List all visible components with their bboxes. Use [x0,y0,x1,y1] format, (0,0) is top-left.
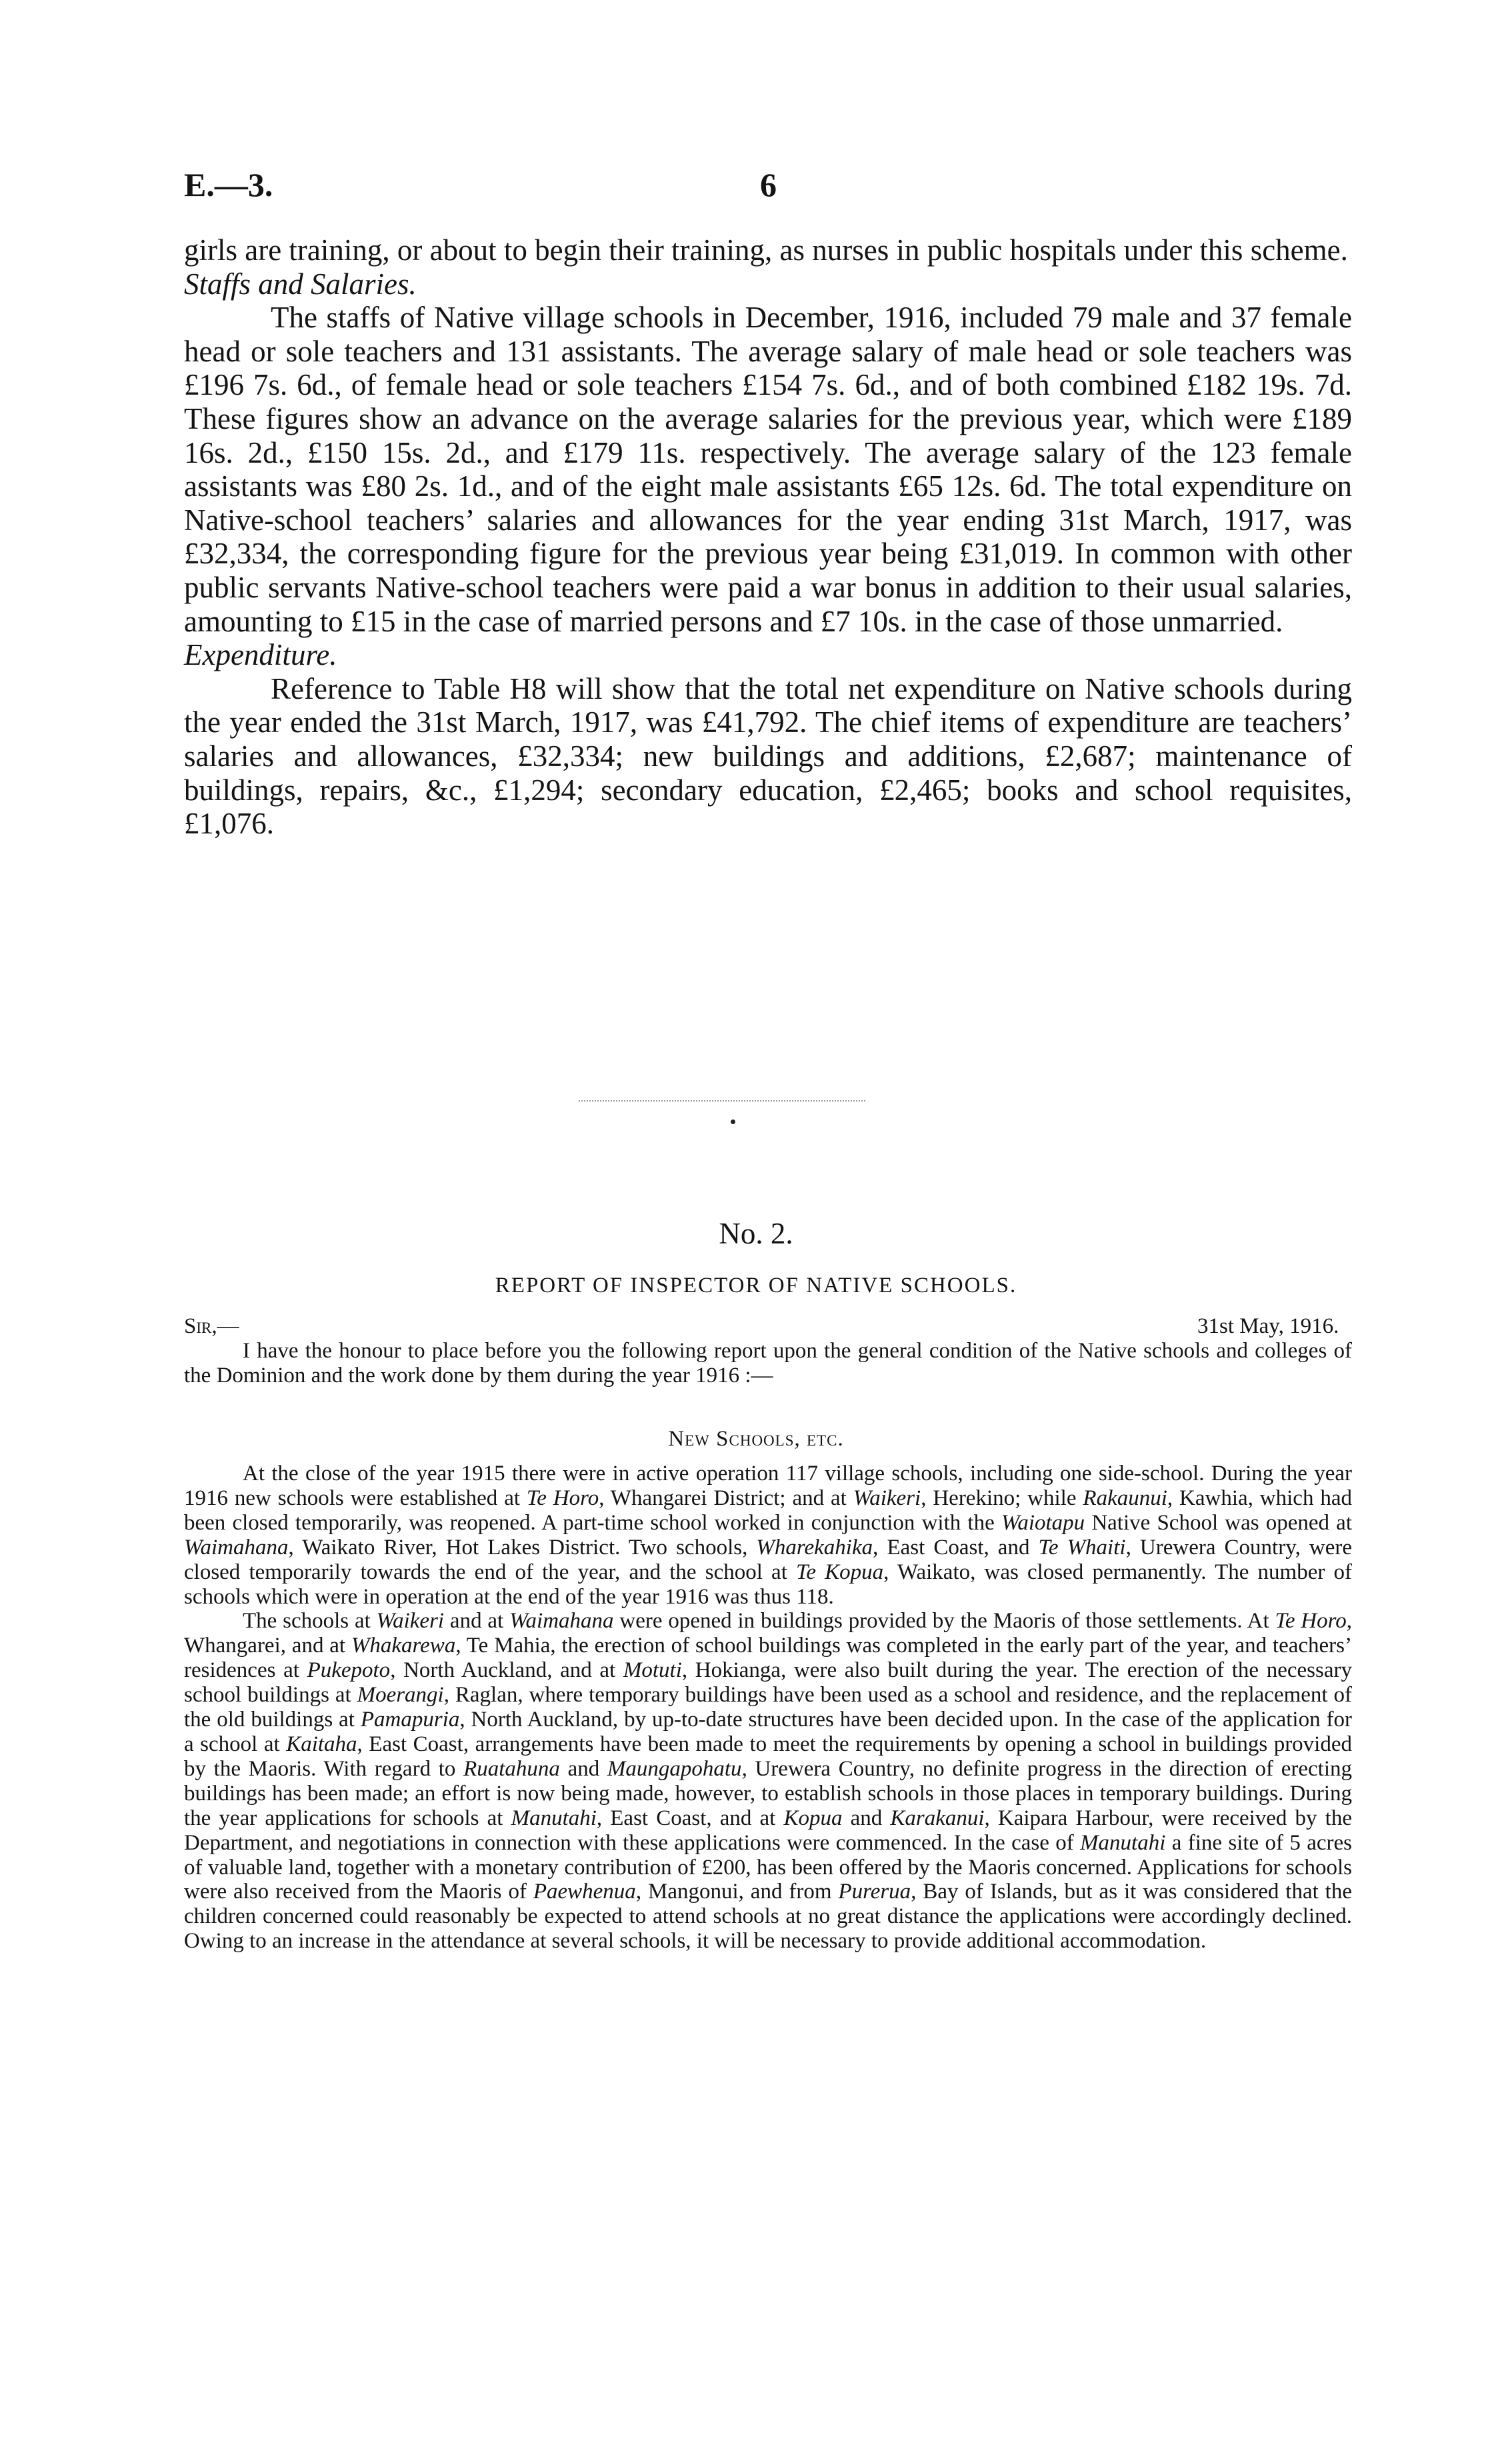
place-name: Manutahi [1080,1830,1166,1855]
text-run: and at [444,1609,510,1634]
text-run: , Whangarei District; and at [599,1486,853,1510]
place-name: Pamapuria [360,1708,460,1732]
text-run: , Waikato, was closed permanently. The number of schools which were in operation at the end of the year 1916 was thus 118. [184,1560,1352,1609]
text-run: , Te Mahia, the erection of school buildings was completed in the early part of the year, and teachers’ residences at [184,1634,1352,1683]
page-number: 6 [760,166,777,203]
place-name: Motuti [623,1658,682,1683]
salutation: Sir,— [184,1314,239,1338]
report-body [184,1462,1352,1954]
section-heading: New Schools, etc. [668,1427,844,1451]
text-run: , Raglan, where temporary buildings have been used as a school and residence, and the replacement of the old buildings at [184,1683,1352,1732]
place-name: Te Kopua [796,1560,884,1584]
text-run: were opened in buildings provided by the Maoris of those settlements. At [613,1609,1275,1634]
staffs-paragraph: The staffs of Native village schools in December, 1916, included 79 male and 37 female head or sole teachers and 131 assistants. The average salary of male head or sole teachers was £196 7s. 6d., of female head or sole teachers £154 7s. 6d., and of both combined £182 19s. 7d. These figures show an advance on the average salaries for the previous year, which were £189 16s. 2d., £150 15s. 2d., and £179 11s. respectively. The average salary of the 123 female assistants was £80 2s. 1d., and of the eight male assistants £65 12s. 6d. The total expenditure on Native-school teachers’ salaries and allowances for the year ending 31st March, 1917, was £32,334, the corresponding figure for the previous year being £31,019. In common with other public servants Native-school teachers were paid a war bonus in addition to their usual salaries, amounting to £15 in the case of married persons and £7 10s. in the case of those unmarried. [184,301,1352,638]
expenditure-heading: Expenditure. [184,638,337,672]
place-name: Purerua [838,1880,911,1904]
place-name: Rakaunui [1083,1486,1167,1510]
opening-paragraph-block [184,1339,1352,1388]
text-run: , North Auckland, by up-to-date structures have been decided upon. In the case of the application for a school at [184,1708,1352,1756]
text-run: , Mangonui, and from [635,1880,839,1904]
place-name: Paewhenua [533,1880,636,1904]
upper-section [184,233,1352,841]
place-name: Kaitaha [286,1732,357,1756]
report-title: REPORT OF INSPECTOR OF NATIVE SCHOOLS. [495,1274,1017,1298]
paragraph-buildings [184,1609,1352,1954]
place-name: Whakarewa [351,1634,456,1658]
place-name: Kopua [783,1806,843,1830]
document-id: E.—3. [184,166,273,203]
place-name: Wharekahika [756,1535,873,1560]
text-run: , Waikato River, Hot Lakes District. Two schools, [288,1535,757,1560]
text-run: At the close of the year 1915 there were in active operation 117 village schools, including one side-school. During the year 1916 new schools were established at [184,1462,1352,1510]
place-name: Waimahana [509,1609,614,1634]
text-run: , East Coast, and at [596,1806,784,1830]
place-name: Waiotapu [1001,1510,1085,1535]
intro-line: girls are training, or about to begin their training, as nurses in public hospitals under this scheme. [184,233,1348,267]
text-run: , Hokianga, were also built during the year. The erection of the necessary school buildings at [184,1658,1352,1708]
text-run: Native School was opened at [1085,1510,1353,1535]
text-run: , East Coast, and [873,1535,1039,1560]
place-name: Te Whaiti [1038,1535,1126,1560]
text-run: and [842,1806,891,1830]
text-run: a fine site of 5 acres of valuable land, together with a monetary contribution of £200, has been offered by the Maoris concerned. Applications for schools were also received from the Maoris of [184,1830,1353,1904]
place-name: Waimahana [184,1535,289,1560]
text-run: , Kawhia, which had been closed temporarily, was reopened. A part-time school worked in conjunction with the [184,1486,1353,1535]
place-name: Waikeri [853,1486,921,1510]
text-run: , Herekino; while [921,1486,1083,1510]
text-run: , Bay of Islands, but as it was considered that the children concerned could reasonably be expected to attend schools at no great distance the applications were accordingly declined. Owing to an increase in the attendance at several schools, it will be necessary to provide additional accommodation. [184,1880,1352,1954]
place-name: Moerangi [357,1683,444,1708]
paragraph-new-schools [184,1462,1352,1609]
report-number: No. 2. [719,1217,793,1250]
section-divider-dot [731,1119,735,1124]
place-name: Pukepoto [307,1658,391,1683]
text-run: , North Auckland, and at [390,1658,623,1683]
place-name: Waikeri [376,1609,445,1634]
place-name: Karakanui [890,1806,985,1830]
text-run: , Whangarei, and at [184,1609,1353,1658]
opening-paragraph: I have the honour to place before you the following report upon the general condition of the Native schools and colleges of the Dominion and the work done by them during the year 1916 :— [184,1339,1352,1388]
place-name: Te Horo [526,1486,599,1510]
text-run: , Kaipara Harbour, were received by the Department, and negotiations in connection with these applications were commenced. In the case of [184,1806,1352,1855]
staffs-heading: Staffs and Salaries. [184,267,417,301]
text-run: The schools at [243,1609,377,1634]
text-run: , Urewera Country, no definite progress in the direction of erecting buildings has been made; an effort is now being made, however, to establish schools in those places in temporary buildings. During the year applications for schools at [184,1756,1352,1830]
report-date: 31st May, 1916. [1197,1314,1339,1338]
text-run: , Urewera Country, were closed temporarily towards the end of the year, and the school at [184,1535,1352,1584]
text-run: , East Coast, arrangements have been made to meet the requirements by opening a school in buildings provided by the Maoris. With regard to [184,1732,1352,1781]
place-name: Te Horo [1275,1609,1347,1634]
section-divider-rule [579,1100,865,1101]
text-run: and [559,1756,607,1781]
expenditure-paragraph: Reference to Table H8 will show that the total net expenditure on Native schools during the year ended the 31st March, 1917, was £41,792. The chief items of expenditure are teachers’ salaries and allowances, £32,334; new buildings and additions, £2,687; maintenance of buildings, repairs, &c., £1,294; secondary education, £2,465; books and school requisites, £1,076. [184,671,1352,841]
place-name: Maungapohatu [607,1756,742,1781]
place-name: Manutahi [511,1806,597,1830]
place-name: Ruatahuna [463,1756,560,1781]
